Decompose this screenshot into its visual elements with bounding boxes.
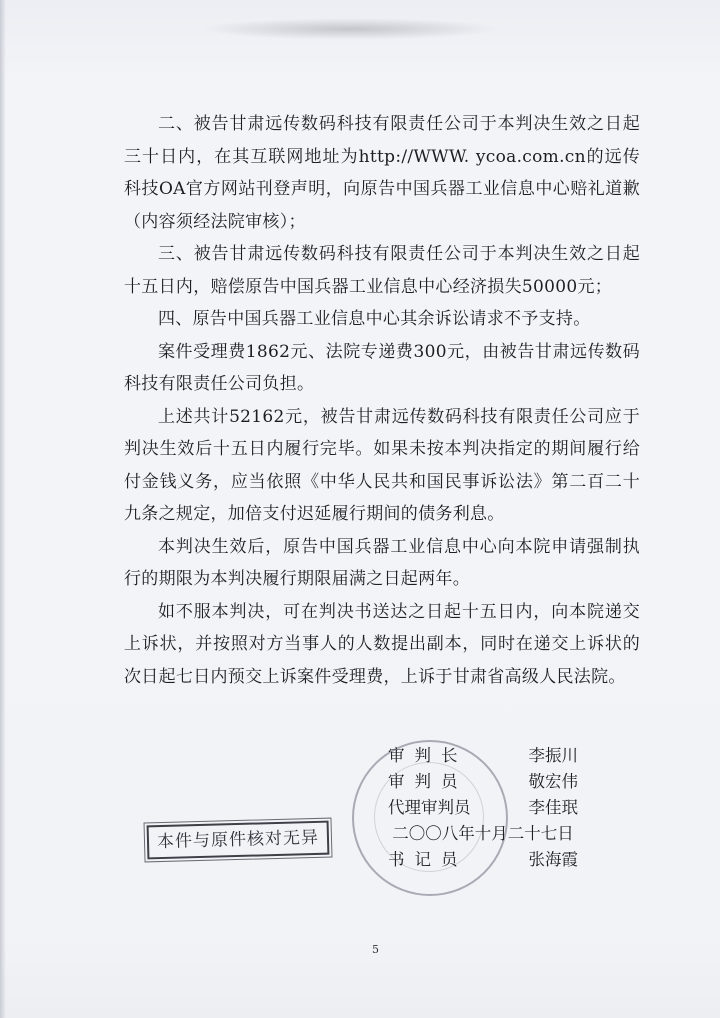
scan-shadow (200, 18, 500, 40)
certified-copy-stamp: 本件与原件核对无异 (147, 821, 330, 860)
presiding-judge-role: 审判长 (388, 746, 468, 765)
clerk-name: 张海霞 (528, 850, 578, 869)
signoff-row-judge (388, 769, 578, 795)
signoff-row-presiding (388, 743, 578, 769)
signoff-block (388, 743, 578, 873)
judgment-date: 二〇〇八年十月二十七日 (392, 824, 574, 843)
clerk-role: 书记员 (388, 850, 468, 869)
paragraph-enforcement: 本判决生效后，原告中国兵器工业信息中心向本院申请强制执行的期限为本判决履行期限届满之日起两年。 (124, 536, 640, 589)
judge-name: 敬宏伟 (528, 772, 578, 791)
presiding-judge-name: 李振川 (528, 746, 578, 765)
page-number: 5 (372, 943, 379, 956)
acting-judge-role: 代理审判员 (388, 798, 471, 817)
signoff-row-date (388, 821, 578, 847)
judge-role: 审判员 (388, 772, 468, 791)
paragraph-fees: 案件受理费1862元、法院专递费300元，由被告甘肃远传数码科技有限责任公司负担。 (124, 341, 640, 394)
judgment-body (124, 108, 640, 693)
signoff-row-clerk (388, 847, 578, 873)
paragraph-item-4: 四、原告中国兵器工业信息中心其余诉讼请求不予支持。 (158, 309, 591, 329)
paragraph-appeal: 如不服本判决，可在判决书送达之日起十五日内，向本院递交上诉状，并按照对方当事人的人数提出副本，同时在递交上诉状的次日起七日内预交上诉案件受理费，上诉于甘肃省高级人民法院。 (124, 601, 640, 687)
scan-edge (0, 0, 6, 1018)
paragraph-total: 上述共计52162元，被告甘肃远传数码科技有限责任公司应于判决生效后十五日内履行完毕。如果未按本判决指定的期间履行给付金钱义务，应当依照《中华人民共和国民事诉讼法》第二百二十九条之规定，加倍支付迟延履行期间的债务利息。 (124, 406, 640, 524)
signoff-row-acting (388, 795, 578, 821)
paragraph-item-2: 二、被告甘肃远传数码科技有限责任公司于本判决生效之日起三十日内，在其互联网地址为http://WWW. ycoa.com.cn的远传科技OA官方网站刊登声明，向原告中国兵器工业信息中心赔礼道歉（内容须经法院审核）； (124, 114, 640, 232)
acting-judge-name: 李佳珉 (528, 798, 578, 817)
paragraph-item-3: 三、被告甘肃远传数码科技有限责任公司于本判决生效之日起十五日内，赔偿原告中国兵器工业信息中心经济损失50000元； (124, 244, 640, 297)
